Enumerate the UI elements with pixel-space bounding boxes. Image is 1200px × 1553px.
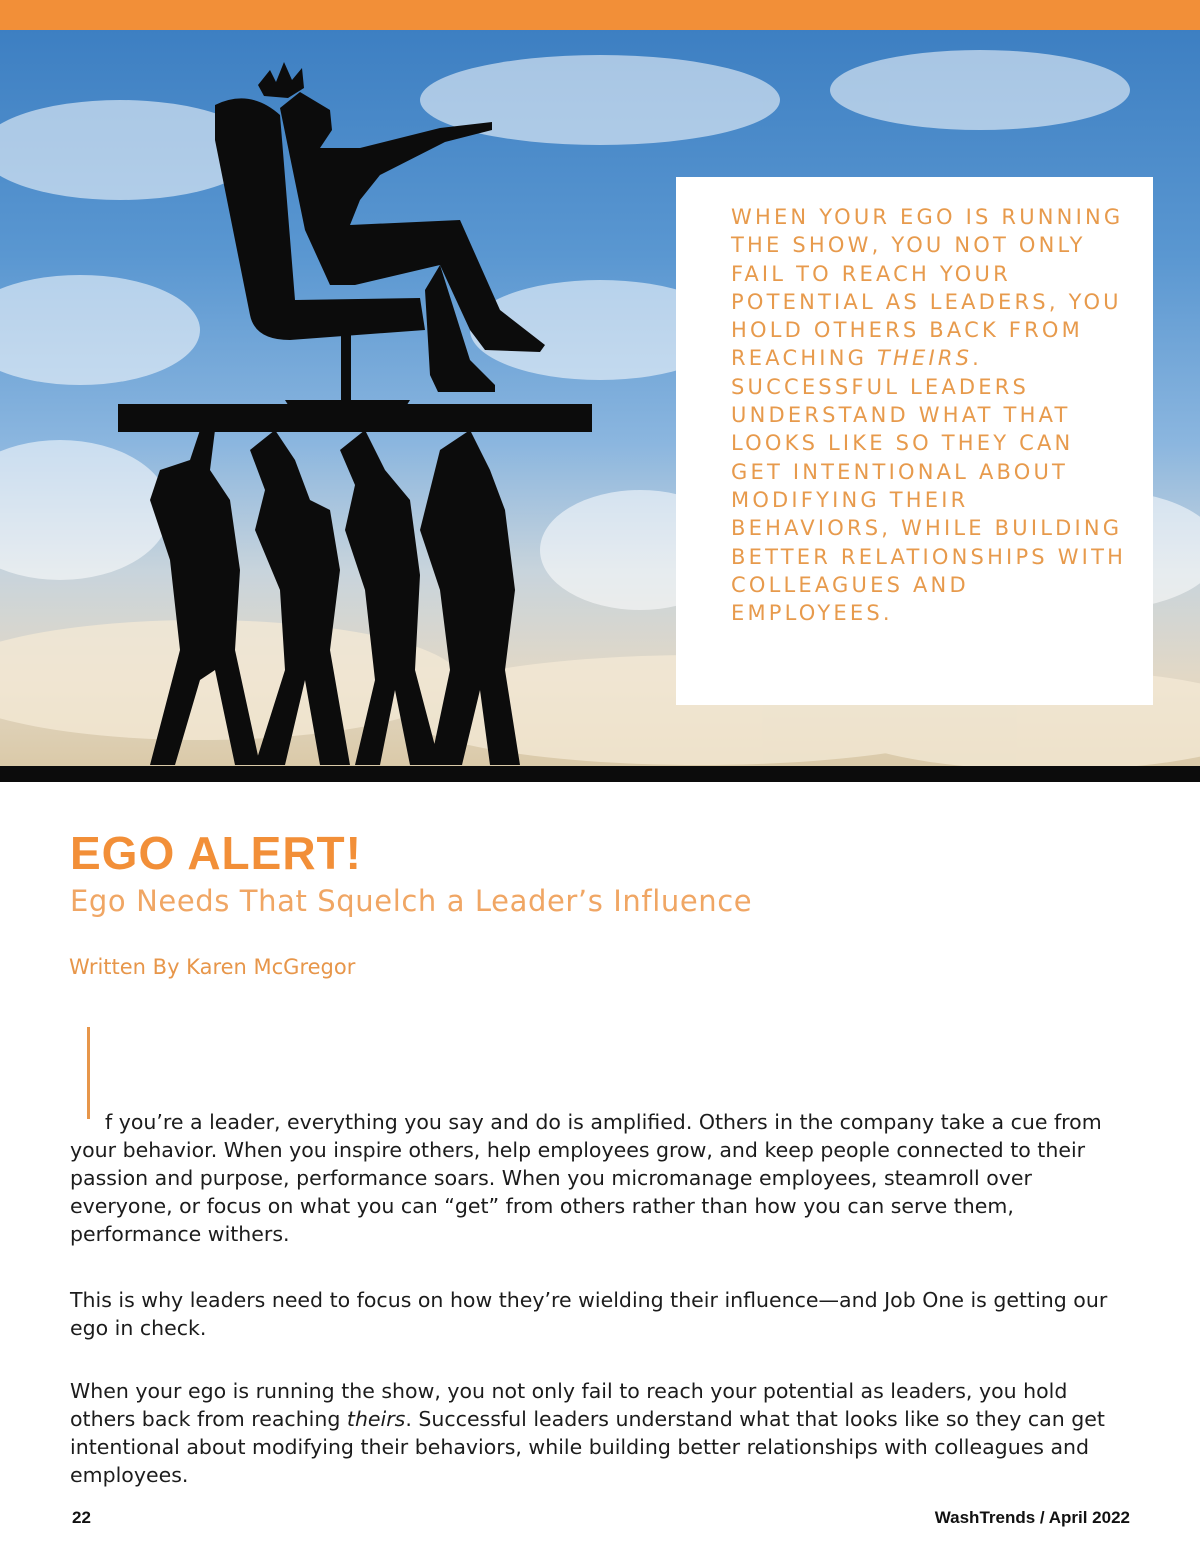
pullquote-box: [676, 177, 1153, 705]
body-paragraph-1: f you’re a leader, everything you say and do is amplified. Others in the company take a cue from your behavior. When you inspire others, help employees grow, and keep people connected to their passion and purpose, performance soars. When you micromanage employees, steamroll over everyone, or focus on what you can “get” from others rather than how you can serve them, performance withers.: [70, 1110, 1102, 1246]
article-subtitle: Ego Needs That Squelch a Leader’s Influence: [70, 884, 753, 918]
pullquote-text: [731, 203, 1133, 627]
hero-image: [0, 30, 1200, 782]
publication-footer: WashTrends / April 2022: [934, 1508, 1130, 1527]
ground-strip: [0, 766, 1200, 782]
paragraph-3-after: . Successful leaders understand what that looks like so they can get intentional about modifying their behaviors, while building better relationships with colleagues and employees.: [70, 1407, 1105, 1487]
body-paragraph-3: [70, 1377, 1130, 1489]
article-title: EGO ALERT!: [70, 827, 362, 879]
paragraph-3-emphasis: theirs: [346, 1407, 406, 1431]
body-paragraph-2: This is why leaders need to focus on how they’re wielding their influence—and Job One is getting our ego in check.: [70, 1288, 1108, 1340]
pullquote-text-after: . SUCCESSFUL LEADERS UNDERSTAND WHAT THAT LOOKS LIKE SO THEY CAN GET INTENTIONAL ABOUT MODIFYING THEIR BEHAVIORS, WHILE BUILDING BETTER RELATIONSHIPS WITH COLLEAGUES AND EMPLOYEES.: [731, 346, 1127, 626]
pullquote-text-emphasis: THEIRS: [876, 346, 973, 371]
paragraph-3-before: When your ego is running the show, you not only fail to reach your potential as leaders, you hold others back from reaching: [70, 1379, 1068, 1431]
byline: Written By Karen McGregor: [69, 955, 356, 979]
top-orange-band: [0, 0, 1200, 30]
page-number: 22: [72, 1508, 91, 1527]
dropcap-i: [87, 1027, 90, 1119]
pullquote-text-before: WHEN YOUR EGO IS RUNNING THE SHOW, YOU NOT ONLY FAIL TO REACH YOUR POTENTIAL AS LEADERS, YOU HOLD OTHERS BACK FROM REACHING: [731, 205, 1124, 371]
